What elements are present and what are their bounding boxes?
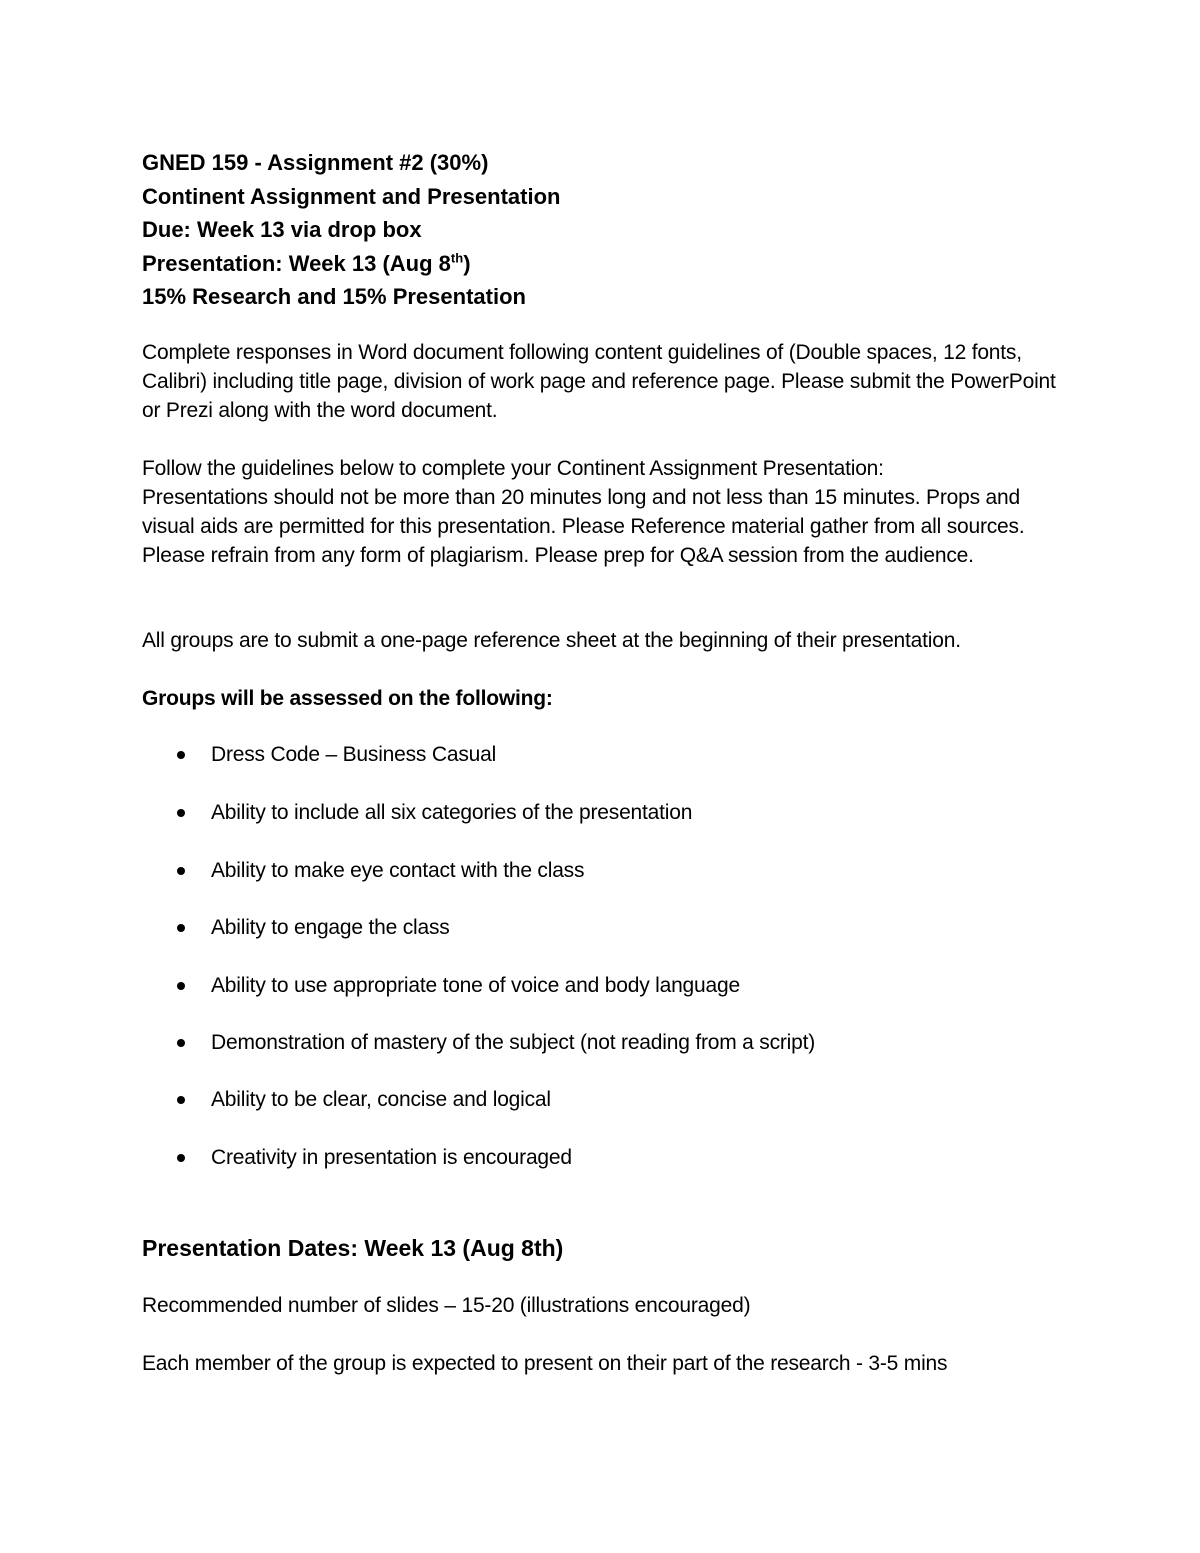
bullet-icon (177, 867, 185, 875)
bullet-icon (177, 751, 185, 759)
course-title: GNED 159 - Assignment #2 (30%) (142, 150, 489, 175)
presentation-dates-heading: Presentation Dates: Week 13 (Aug 8th) (142, 1235, 564, 1261)
presentation-date-close: ) (463, 250, 471, 276)
presentation-date-text: Presentation: Week 13 (Aug 8 (142, 250, 451, 276)
presentation-date-superscript: th (450, 250, 464, 266)
grade-breakdown: 15% Research and 15% Presentation (142, 284, 526, 310)
list-item-text: Ability to include all six categories of the presentation (211, 801, 693, 824)
bullet-icon (177, 1039, 185, 1047)
list-item-text: Ability to use appropriate tone of voice and body language (211, 974, 740, 997)
bullet-icon (177, 924, 185, 932)
list-item-text: Ability to be clear, concise and logical (211, 1088, 551, 1111)
list-item-text: Creativity in presentation is encouraged (211, 1146, 572, 1169)
document-header (142, 146, 560, 314)
guidelines-body: Presentations should not be more than 20 minutes long and not less than 15 minutes. Props and visual aids are permitted for this presentation. Please Reference material gather from all sources. Please refrain from any form of plagiarism. Please prep for Q&A session from the audience. (142, 486, 1025, 567)
bullet-icon (177, 1154, 185, 1162)
list-item-text: Demonstration of mastery of the subject (not reading from a script) (211, 1031, 816, 1054)
bullet-icon (177, 809, 185, 817)
guidelines-block (142, 454, 1072, 570)
list-item-text: Dress Code – Business Casual (211, 743, 497, 766)
list-item-text: Ability to engage the class (211, 916, 450, 939)
list-item-text: Ability to make eye contact with the class (211, 859, 585, 882)
assessment-heading: Groups will be assessed on the following: (142, 687, 553, 710)
member-expectation: Each member of the group is expected to present on their part of the research - 3-5 mins (142, 1352, 948, 1375)
bullet-icon (177, 982, 185, 990)
intro-paragraph: Complete responses in Word document following content guidelines of (Double spaces, 12 fonts, Calibri) including title page, division of work page and reference page. Please submit the PowerPoint or Prezi along with the word document. (142, 341, 1056, 422)
reference-sheet-paragraph: All groups are to submit a one-page reference sheet at the beginning of their presentation. (142, 629, 961, 652)
guidelines-intro: Follow the guidelines below to complete your Continent Assignment Presentation: (142, 457, 884, 480)
due-date: Due: Week 13 via drop box (142, 217, 422, 243)
assignment-title: Continent Assignment and Presentation (142, 183, 561, 209)
slides-recommendation: Recommended number of slides – 15-20 (illustrations encouraged) (142, 1294, 751, 1317)
presentation-date (142, 247, 560, 281)
bullet-icon (177, 1096, 185, 1104)
